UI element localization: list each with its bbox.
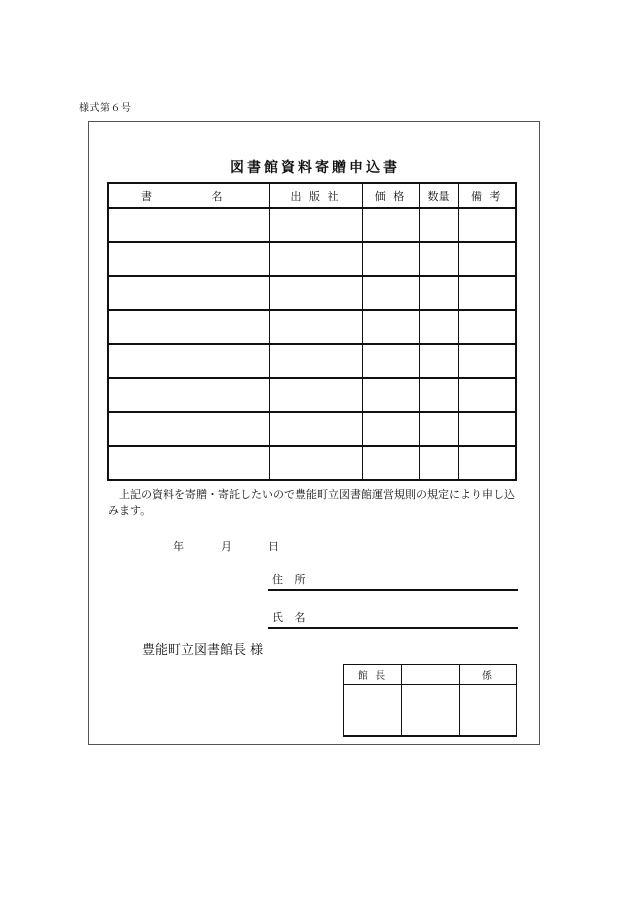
cell-quantity [419,242,458,276]
date-year-label: 年 [173,540,184,553]
header-quantity: 数量 [419,183,458,208]
cell-price [362,208,419,242]
stamp-cell-director [344,685,402,737]
cell-quantity [419,310,458,344]
date-day-label: 日 [268,540,279,553]
cell-book-title [108,412,269,446]
stamp-cell-blank [402,685,460,737]
cell-quantity [419,446,458,480]
header-publisher: 出 版 社 [269,183,362,208]
cell-book-title [108,378,269,412]
table-header-row [108,183,516,208]
cell-price [362,446,419,480]
cell-publisher [269,276,362,310]
address-underline [268,589,518,591]
cell-publisher [269,446,362,480]
donation-table [107,182,517,481]
cell-remarks [458,344,516,378]
cell-price [362,378,419,412]
cell-price [362,276,419,310]
table-row [108,208,516,242]
header-price: 価 格 [362,183,419,208]
approval-stamp-row [344,685,517,737]
cell-book-title [108,242,269,276]
cell-quantity [419,276,458,310]
cell-remarks [458,276,516,310]
date-month-label: 月 [221,540,232,553]
addressee: 豊能町立図書館長 様 [142,643,264,658]
cell-publisher [269,378,362,412]
table-row [108,412,516,446]
cell-remarks [458,378,516,412]
cell-price [362,310,419,344]
table-row [108,446,516,480]
cell-price [362,344,419,378]
cell-remarks [458,310,516,344]
approval-header-row [344,665,517,685]
approval-header-blank [402,665,460,685]
cell-quantity [419,344,458,378]
cell-book-title [108,344,269,378]
cell-publisher [269,344,362,378]
name-underline [268,627,518,629]
cell-book-title [108,310,269,344]
cell-book-title [108,276,269,310]
approval-header-director: 館 長 [344,665,402,685]
cell-publisher [269,208,362,242]
table-row [108,276,516,310]
address-label: 住 所 [272,573,310,586]
table-row [108,242,516,276]
cell-publisher [269,412,362,446]
cell-remarks [458,412,516,446]
stamp-cell-staff [460,685,517,737]
header-remarks: 備 考 [458,183,516,208]
cell-quantity [419,378,458,412]
cell-price [362,412,419,446]
cell-publisher [269,242,362,276]
table-row [108,344,516,378]
cell-remarks [458,446,516,480]
cell-remarks [458,242,516,276]
approval-stamp-table [343,664,517,737]
form-number: 様式第６号 [79,103,132,114]
name-label: 氏 名 [272,611,310,624]
form-title: 図書館資料寄贈申込書 [230,160,400,176]
cell-publisher [269,310,362,344]
cell-quantity [419,208,458,242]
cell-quantity [419,412,458,446]
cell-book-title [108,446,269,480]
header-book-title: 書 名 [108,183,269,208]
cell-remarks [458,208,516,242]
application-note: 上記の資料を寄贈・寄託したいので豊能町立図書館運営規則の規定により申し込みます。 [108,488,515,517]
table-row [108,378,516,412]
table-row [108,310,516,344]
approval-header-staff: 係 [460,665,517,685]
cell-price [362,242,419,276]
cell-book-title [108,208,269,242]
